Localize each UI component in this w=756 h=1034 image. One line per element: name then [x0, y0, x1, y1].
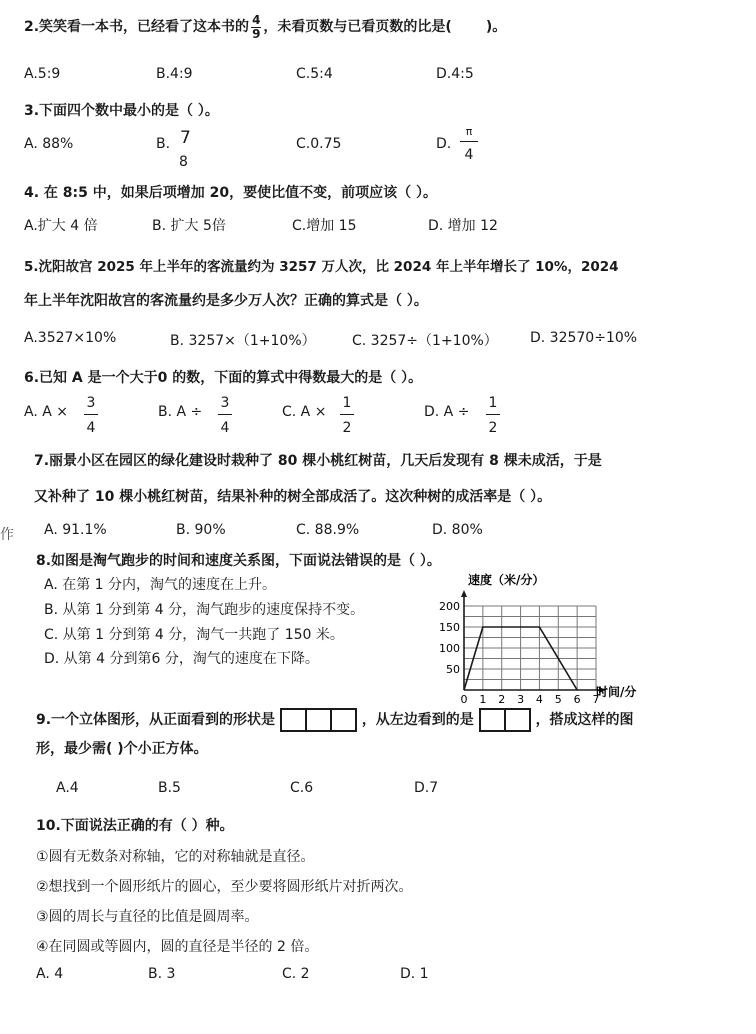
x-tick-label: 3: [517, 693, 525, 704]
q4-option-a[interactable]: A.扩大 4 倍: [24, 218, 98, 234]
q5-option-b[interactable]: B. 3257×（1+10%）: [170, 333, 316, 349]
q6-option-a-numerator: 3: [84, 396, 98, 415]
left-view-shape: [479, 708, 531, 732]
speed-time-chart: [434, 568, 660, 704]
q2-fraction-denominator: 9: [252, 26, 261, 41]
q2-option-b[interactable]: B.4:9: [156, 66, 193, 82]
q7-option-b[interactable]: B. 90%: [176, 522, 226, 538]
y-tick-label: 200: [439, 600, 460, 613]
q8-option-d[interactable]: D. 从第 4 分到第6 分，淘气的速度在下降。: [44, 651, 319, 667]
q10-option-a[interactable]: A. 4: [36, 966, 64, 982]
chart-x-axis-label: 时间/分: [596, 685, 637, 699]
q6-option-c[interactable]: C. A ×: [282, 404, 327, 420]
q2-stem-pre: 2.笑笑看一本书，已经看了这本书的: [24, 19, 250, 36]
q6-option-d-fraction: [486, 396, 500, 435]
q9-stem-part3: ，搭成这样的图: [535, 712, 634, 728]
x-tick-label: 6: [573, 693, 581, 704]
q10-statement-3: ③圆的周长与直径的比值是圆周率。: [36, 909, 259, 925]
q10-option-d[interactable]: D. 1: [400, 966, 429, 982]
q6-option-d-denominator: 2: [488, 420, 498, 436]
q5-option-a[interactable]: A.3527×10%: [24, 330, 117, 346]
y-tick-label: 150: [439, 621, 460, 634]
chart-grid: [464, 606, 596, 690]
q2-option-d[interactable]: D.4:5: [436, 66, 474, 82]
x-tick-label: 7: [592, 693, 600, 704]
q6-option-c-denominator: 2: [342, 420, 352, 436]
q6-option-a-fraction: [84, 396, 98, 435]
margin-character: 作: [0, 527, 14, 543]
q4-stem: 4. 在 8:5 中，如果后项增加 20，要使比值不变，前项应该（ ）。: [24, 185, 437, 201]
q10-statement-2: ②想找到一个圆形纸片的圆心，至少要将圆形纸片对折两次。: [36, 879, 413, 895]
q4-option-d[interactable]: D. 增加 12: [428, 218, 498, 234]
q3-option-b-numerator: 7: [180, 128, 191, 148]
q3-option-b-label[interactable]: B.: [156, 136, 171, 152]
q3-option-c[interactable]: C.0.75: [296, 136, 342, 152]
q7-option-a[interactable]: A. 91.1%: [44, 522, 107, 538]
q6-stem: 6.已知 A 是一个大于0 的数，下面的算式中得数最大的是（ ）。: [24, 370, 423, 386]
q10-statement-1: ①圆有无数条对称轴，它的对称轴就是直径。: [36, 849, 315, 865]
chart-y-axis-label: 速度（米/分）: [468, 573, 545, 587]
q9-option-a[interactable]: A.4: [56, 780, 79, 796]
x-tick-label: 4: [535, 693, 543, 704]
q6-option-b[interactable]: B. A ÷: [158, 404, 203, 420]
q9-stem-line1: [36, 708, 634, 732]
q6-option-b-fraction: [218, 396, 232, 435]
q6-option-b-denominator: 4: [220, 420, 230, 436]
x-tick-label: 0: [460, 693, 468, 704]
q9-stem-line2: 形，最少需( )个小正方体。: [36, 741, 208, 757]
q2-stem: [24, 14, 506, 40]
q6-option-a-denominator: 4: [86, 420, 96, 436]
q2-stem-end: )。: [485, 19, 507, 36]
x-tick-label: 2: [498, 693, 506, 704]
q6-option-a[interactable]: A. A ×: [24, 404, 68, 420]
q6-option-c-numerator: 1: [340, 396, 354, 415]
q5-stem-line2: 年上半年沈阳故宫的客流量约是多少万人次？正确的算式是（ ）。: [24, 293, 428, 309]
q5-option-d[interactable]: D. 32570÷10%: [530, 330, 638, 346]
q8-option-c[interactable]: C. 从第 1 分到第 4 分，淘气一共跑了 150 米。: [44, 627, 344, 643]
q7-option-c[interactable]: C. 88.9%: [296, 522, 360, 538]
y-axis-arrow: [461, 590, 467, 597]
q2-fraction: [251, 14, 261, 40]
q8-stem: 8.如图是淘气跑步的时间和速度关系图，下面说法错误的是（ ）。: [36, 553, 441, 569]
q9-option-c[interactable]: C.6: [290, 780, 314, 796]
x-tick-label: 1: [479, 693, 487, 704]
q10-option-b[interactable]: B. 3: [148, 966, 176, 982]
front-view-shape: [280, 708, 357, 732]
q3-option-d-numerator: π: [460, 126, 478, 142]
q9-option-d[interactable]: D.7: [414, 780, 439, 796]
q3-option-a[interactable]: A. 88%: [24, 136, 74, 152]
q3-option-b-denominator: 8: [179, 154, 188, 170]
q7-stem-line2: 又补种了 10 棵小桃红树苗，结果补种的树全部成活了。这次种树的成活率是（ ）。: [34, 489, 552, 505]
q9-stem-part2: ，从左边看到的是: [361, 712, 474, 728]
q7-stem-line1: 7.丽景小区在园区的绿化建设时栽种了 80 棵小桃红树苗，几天后发现有 8 棵未成活，于是: [34, 453, 602, 469]
y-tick-label: 50: [446, 663, 460, 676]
q6-option-b-numerator: 3: [218, 396, 232, 415]
y-tick-label: 100: [439, 642, 460, 655]
q10-statement-4: ④在同圆或等圆内，圆的直径是半径的 2 倍。: [36, 939, 319, 955]
q10-stem: 10.下面说法正确的有（ ）种。: [36, 818, 234, 834]
q6-option-d-numerator: 1: [486, 396, 500, 415]
q2-option-a[interactable]: A.5:9: [24, 66, 61, 82]
q8-option-a[interactable]: A. 在第 1 分内，淘气的速度在上升。: [44, 577, 277, 593]
q3-option-d-label[interactable]: D.: [436, 136, 452, 152]
q4-option-c[interactable]: C.增加 15: [292, 218, 357, 234]
q5-stem-line1: 5.沈阳故宫 2025 年上半年的客流量约为 3257 万人次，比 2024 年上半年增长了 10%，2024: [24, 259, 619, 275]
q3-stem: 3.下面四个数中最小的是（ ）。: [24, 103, 219, 119]
q6-option-c-fraction: [340, 396, 354, 435]
q2-fraction-numerator: 4: [252, 13, 261, 27]
q9-stem-part1: 9.一个立体图形，从正面看到的形状是: [36, 712, 276, 728]
q6-option-d[interactable]: D. A ÷: [424, 404, 470, 420]
q9-option-b[interactable]: B.5: [158, 780, 181, 796]
q7-option-d[interactable]: D. 80%: [432, 522, 483, 538]
q3-option-d-denominator: 4: [464, 147, 474, 163]
q4-option-b[interactable]: B. 扩大 5倍: [152, 218, 226, 234]
q2-option-c[interactable]: C.5:4: [296, 66, 333, 82]
q2-stem-post: ，未看页数与已看页数的比是(: [263, 19, 452, 36]
x-tick-label: 5: [554, 693, 562, 704]
q5-option-c[interactable]: C. 3257÷（1+10%）: [352, 333, 498, 349]
q3-option-d-fraction: [460, 126, 478, 162]
q8-option-b[interactable]: B. 从第 1 分到第 4 分，淘气跑步的速度保持不变。: [44, 602, 365, 618]
q10-option-c[interactable]: C. 2: [282, 966, 310, 982]
